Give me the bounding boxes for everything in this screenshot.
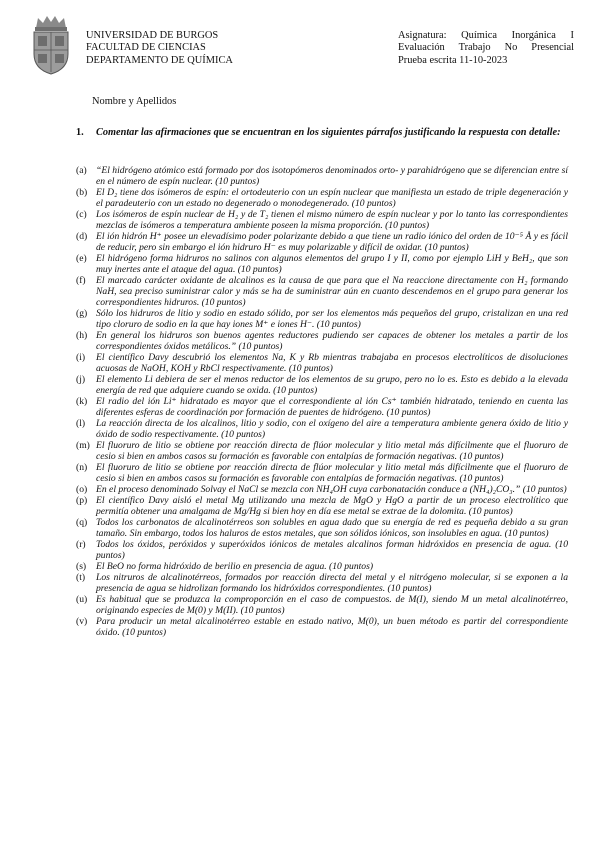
statement-text: El D₂ tiene dos isómeros de espín: el ortodeuterio con un espín nuclear que manifiesta un estado de triple degeneración y el paradeuterio con un estado no degenerado o monodegenerado. (10 puntos): [96, 187, 568, 209]
statement-item: [76, 166, 568, 188]
statement-text: El elemento Li debiera de ser el menos reductor de los elementos de su grupo, pero no lo es. Esto es debido a la elevada energía de red que adquiere cuando se oxida. (10 puntos): [96, 373, 568, 396]
question-heading: [76, 127, 568, 139]
statement-text: El ión hidrón H⁺ posee un elevadísimo poder polarizante debido a que tiene un radio iónico del orden de 10⁻⁵ Å y es fácil de reducir, pero sin embargo el ión hidruro H⁻ es muy polarizable y difícil de oxidar. (10 puntos): [96, 231, 568, 253]
statement-label: (s): [76, 561, 87, 572]
statement-item: [76, 463, 568, 485]
statement-label: (i): [76, 351, 86, 363]
question-number: 1.: [76, 127, 84, 138]
statement-item: [76, 573, 568, 595]
statement-text: “El hidrógeno atómico está formado por dos isotopómeros denominados orto- y parahidrógeno que se diferencian entre sí en el número de espín nuclear. (10 puntos): [96, 165, 568, 187]
statement-label: (b): [76, 187, 88, 198]
statement-label: (j): [76, 373, 86, 385]
statement-text: El hidrógeno forma hidruros no salinos con algunos elementos del grupo I y II, como por ejemplo LiH y BeH₂, que son muy inertes ante el ataque del agua. (10 puntos): [96, 253, 568, 275]
statement-list: [76, 166, 568, 639]
university-name: UNIVERSIDAD DE BURGOS: [86, 30, 219, 41]
university-block: [86, 30, 233, 67]
statement-text: Todos los carbonatos de alcalinotérreos son solubles en agua dado que su energía de red es pequeña debido a su gran tamaño. Sin embargo, todos los haluros de estos metales, que son sólidos iónicos, son insolubles en agua. (10 puntos): [96, 517, 568, 539]
statement-label: (e): [76, 253, 87, 264]
exam-date: Prueba escrita 11-10-2023: [398, 54, 508, 66]
statement-label: (h): [76, 329, 88, 341]
statement-item: [76, 375, 568, 397]
statement-item: [76, 496, 568, 518]
statement-item: [76, 210, 568, 232]
statement-item: [76, 518, 568, 540]
statement-label: (k): [76, 395, 88, 407]
statement-label: (g): [76, 307, 88, 319]
faculty-name: FACULTAD DE CIENCIAS: [86, 42, 206, 54]
statement-text: El científico Davy aisló el metal Mg utilizando una mezcla de MgO y HgO a partir de un proceso electrolítico que permitía obtener una amalgama de Mg/Hg si bien hoy en día ese metal se extrae de la dolomita. (10 puntos): [96, 495, 568, 517]
statement-text: En general los hidruros son buenos agentes reductores pudiendo ser capaces de obtener los metales a partir de los correspondientes óxidos metálicos.” (10 puntos): [96, 329, 568, 352]
question-text: Comentar las afirmaciones que se encuentran en los siguientes párrafos justificando la respuesta con detalle:: [96, 127, 561, 138]
statement-text: El científico Davy descubrió los elementos Na, K y Rb mientras trabajaba en procesos electrolíticos de disoluciones acuosas de NaOH, KOH y RbCl respectivamente. (10 puntos): [96, 351, 568, 374]
statement-label: (o): [76, 483, 88, 495]
name-label: Nombre y Apellidos: [92, 96, 177, 107]
statement-text: Los isómeros de espín nuclear de H₂ y de T₂ tienen el mismo número de espín nuclear y por lo tanto las correspondientes mezclas de isómeros a temperatura ambiente poseen la misma proporción. (10 puntos): [96, 209, 568, 231]
statement-label: (l): [76, 417, 86, 429]
statement-text: El marcado carácter oxidante de alcalinos es la causa de que para que el Na reaccione directamente con H₂ formando NaH, sea preciso suministrar calor y más se ha de suministrar aún en cuanto descendemos en el grupo para generar los correspondientes hidruros. (10 puntos): [96, 275, 568, 308]
university-crest-icon: [28, 14, 74, 76]
statement-label: (t): [76, 572, 86, 584]
statement-item: [76, 188, 568, 210]
statement-text: El fluoruro de litio se obtiene por reacción directa de flúor molecular y litio metal más difícilmente que el fluoruro de cesio si bien en ambos casos su formación es favorable con entalpías de formación negativas. (10 puntos): [96, 439, 568, 462]
statement-label: (r): [76, 539, 86, 550]
evaluation: Evaluación Trabajo No Presencial: [398, 42, 574, 54]
statement-text: Es habitual que se produzca la comproporción en el caso de compuestos. de M(I), siendo M un metal alcalinotérreo, originando especies de M(0) y M(II). (10 puntos): [96, 594, 568, 616]
statement-item: [76, 617, 568, 639]
statement-label: (q): [76, 517, 88, 528]
course-block: [398, 30, 574, 67]
statement-label: (a): [76, 165, 87, 176]
statement-item: [76, 540, 568, 562]
statement-text: Los nitruros de alcalinotérreos, formados por reacción directa del metal y el nitrógeno molecular, si se exponen a la presencia de agua se hidrolizan formando los hidróxidos correspondientes. (10 puntos): [96, 572, 568, 594]
statement-item: [76, 353, 568, 375]
statement-text: El BeO no forma hidróxido de berilio en presencia de agua. (10 puntos): [96, 561, 374, 572]
department-name: DEPARTAMENTO DE QUÍMICA: [86, 54, 233, 66]
statement-text: Sólo los hidruros de litio y sodio en estado sólido, por ser los elementos más pequeños del grupo, cristalizan en una red tipo cloruro de sodio en la que hay iones M⁺ e iones H⁻. (10 puntos): [96, 307, 568, 330]
statement-item: [76, 254, 568, 276]
statement-item: [76, 331, 568, 353]
statement-label: (n): [76, 461, 88, 473]
statement-text: En el proceso denominado Solvay el NaCl se mezcla con NH₄OH cuya carbonatación conduce a (NH₄)₂CO₃.” (10 puntos): [96, 483, 567, 495]
statement-label: (c): [76, 209, 87, 220]
statement-text: El fluoruro de litio se obtiene por reacción directa de flúor molecular y litio metal más difícilmente que el fluoruro de cesio si bien en ambos casos su formación es favorable con entalpías de formación negativas. (10 puntos): [96, 461, 568, 484]
statement-label: (f): [76, 275, 86, 286]
subject: Asignatura: Química Inorgánica I: [398, 30, 574, 41]
statement-item: [76, 309, 568, 331]
statement-text: Todos los óxidos, peróxidos y superóxidos iónicos de metales alcalinos forman hidróxidos en presencia de agua. (10 puntos): [96, 539, 568, 561]
statement-item: [76, 276, 568, 309]
statement-item: [76, 232, 568, 254]
statement-label: (p): [76, 495, 88, 506]
statement-item: [76, 441, 568, 463]
statement-label: (d): [76, 231, 88, 242]
statement-label: (m): [76, 439, 90, 451]
statement-text: Para producir un metal alcalinotérreo estable en estado nativo, M(0), un buen método es partir del correspondiente óxido. (10 puntos): [96, 616, 568, 638]
statement-item: [76, 419, 568, 441]
statement-text: La reacción directa de los alcalinos, litio y sodio, con el oxígeno del aire a temperatura ambiente genera óxido de litio y óxido de sodio respectivamente. (10 puntos): [96, 417, 568, 440]
statement-label: (u): [76, 594, 88, 606]
statement-label: (v): [76, 616, 88, 628]
statement-text: El radio del ión Li⁺ hidratado es mayor que el correspondiente al ión Cs⁺ también hidratado, teniendo en cuenta las diferentes esferas de coordinación por formación de puentes de hidrógeno. (10 puntos): [96, 395, 568, 418]
statement-item: [76, 397, 568, 419]
statement-item: [76, 595, 568, 617]
